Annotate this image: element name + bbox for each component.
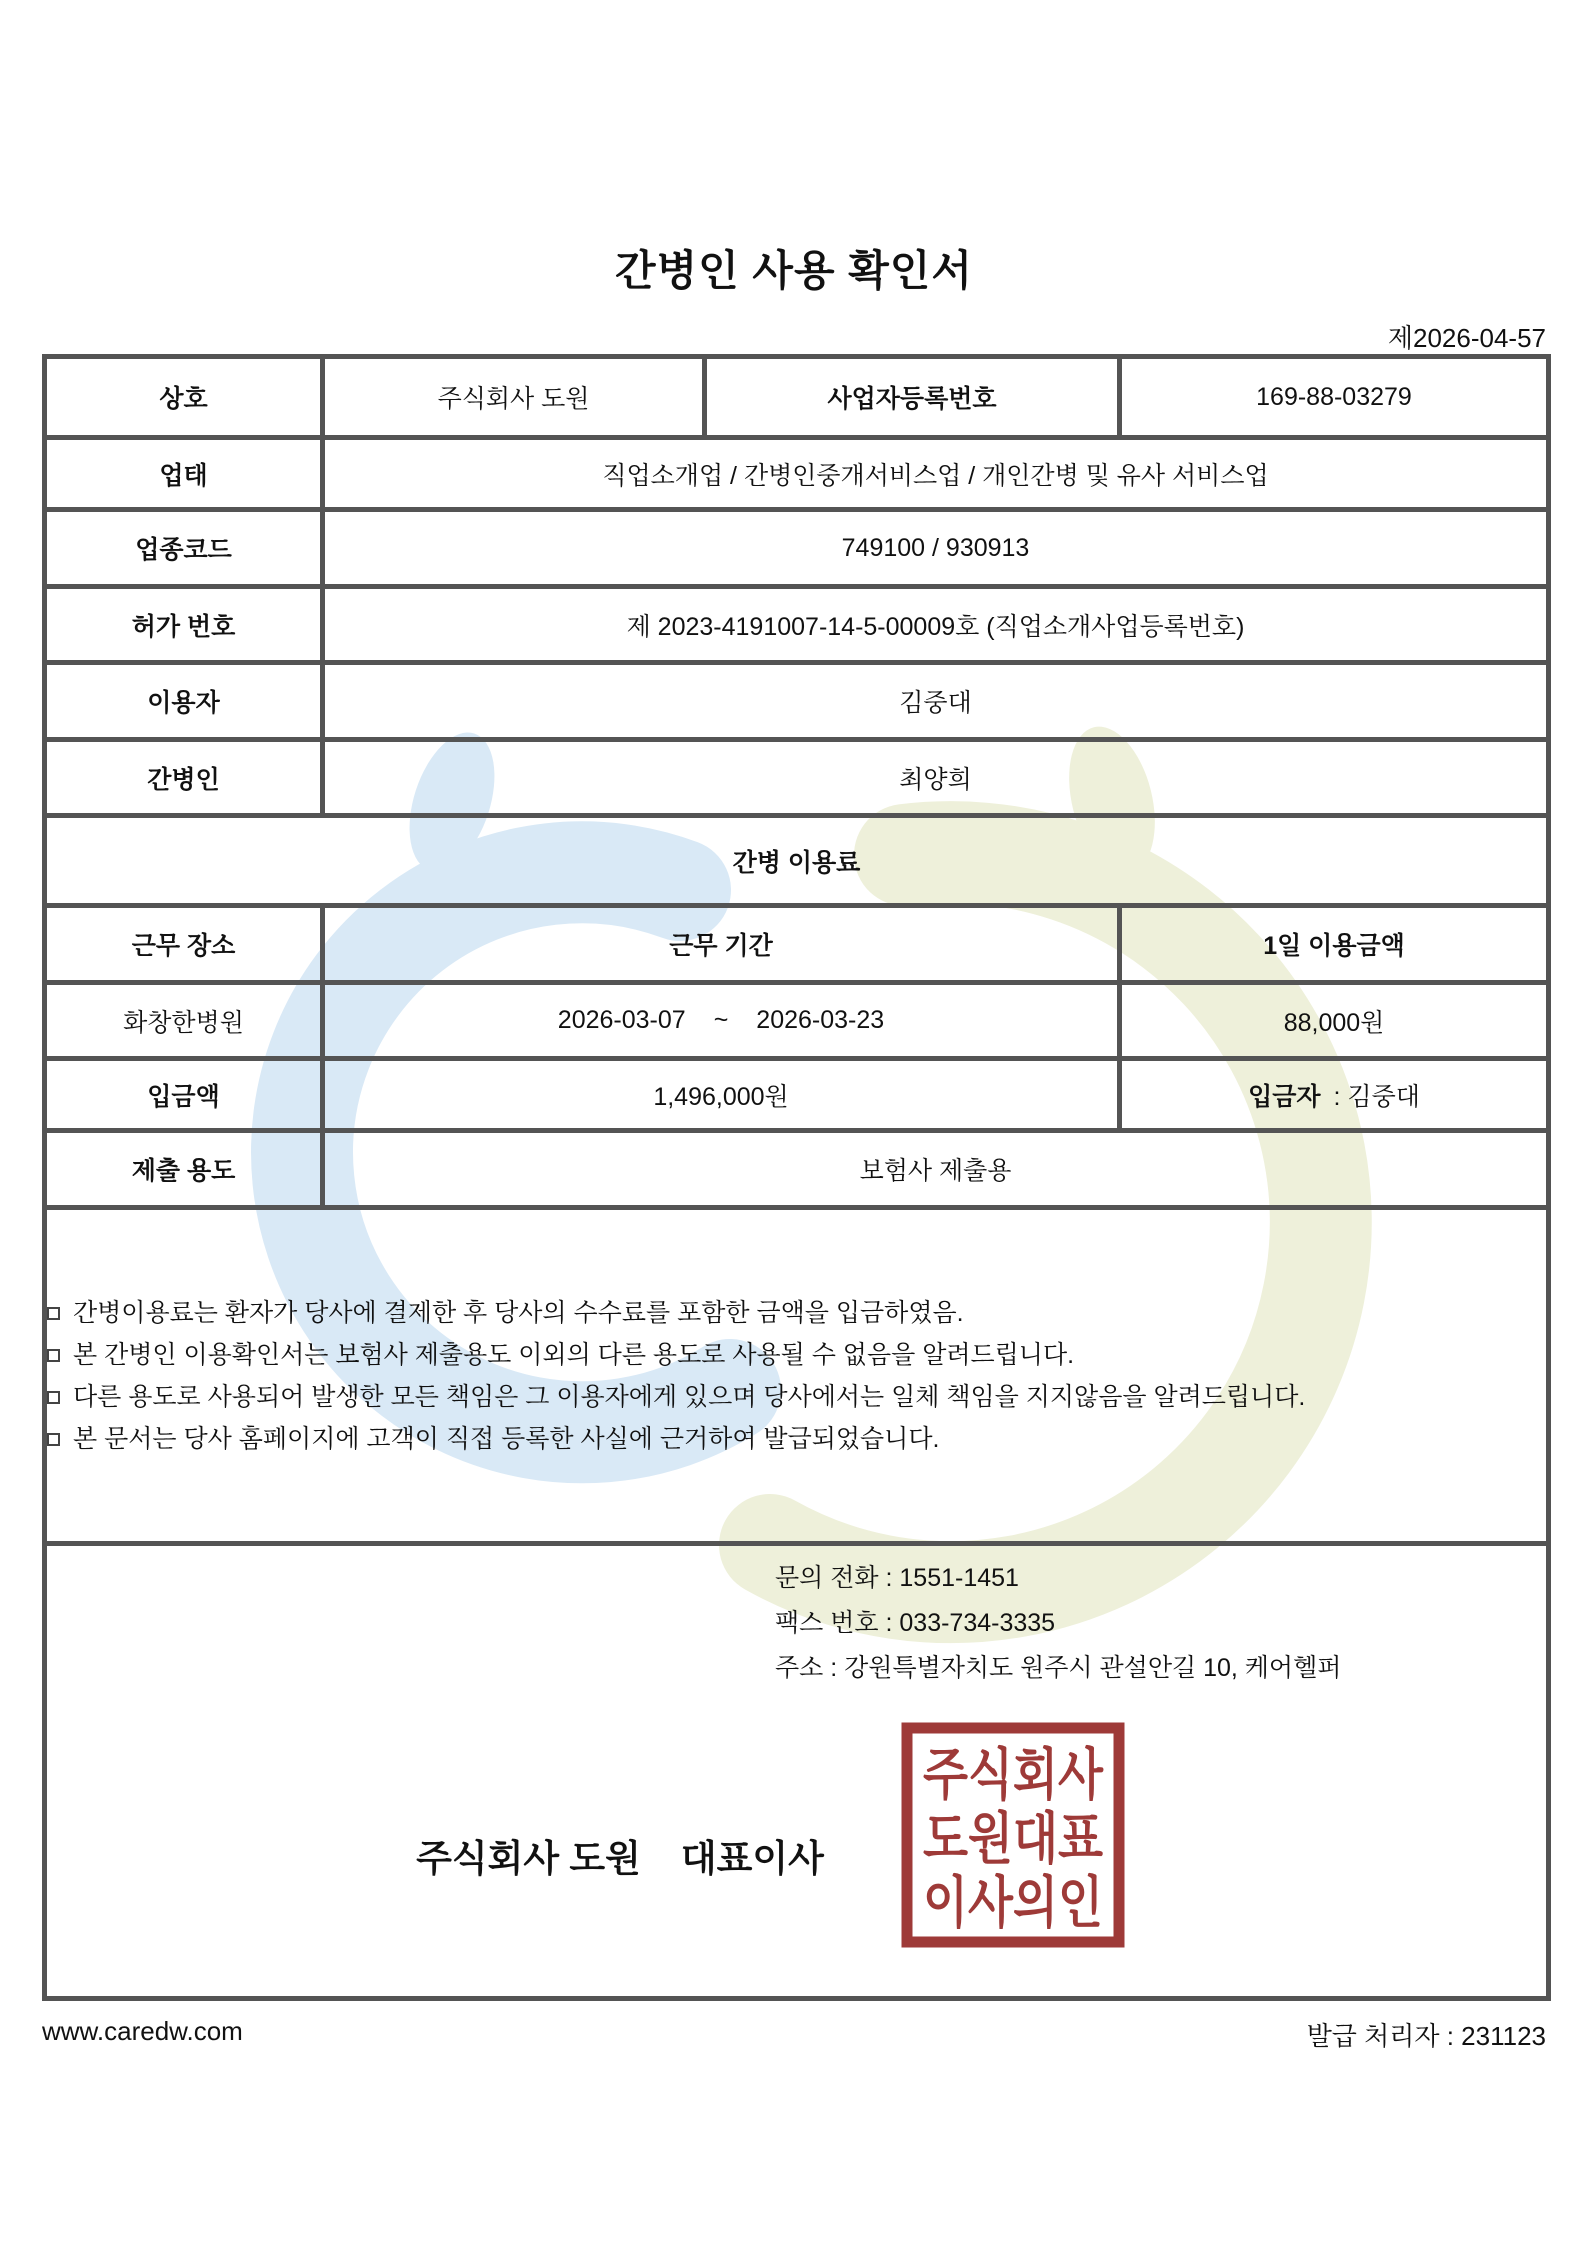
user-value: 김중대 bbox=[323, 663, 1549, 740]
table-row bbox=[45, 1131, 1549, 1208]
contact-phone: 문의 전화 : 1551-1451 bbox=[775, 1564, 1019, 1592]
daily-fee-header: 1일 이용금액 bbox=[1120, 906, 1549, 983]
purpose-label: 제출 용도 bbox=[45, 1131, 323, 1208]
purpose-value: 보험사 제출용 bbox=[323, 1131, 1549, 1208]
note-item bbox=[47, 1334, 1546, 1376]
signature-company: 주식회사 도원 bbox=[416, 1838, 641, 1879]
note-text: 간병이용료는 환자가 당사에 결제한 후 당사의 수수료를 포함한 금액을 입금하였음. bbox=[73, 1298, 964, 1327]
period-tilde: ~ bbox=[713, 1006, 729, 1034]
table-row bbox=[45, 1208, 1549, 1544]
note-text: 다른 용도로 사용되어 발생한 모든 책임은 그 이용자에게 있으며 당사에서는 일체 책임을 지지않음을 알려드립니다. bbox=[73, 1382, 1306, 1411]
note-text: 본 간병인 이용확인서는 보험사 제출용도 이외의 다른 용도로 사용될 수 없음을 알려드립니다. bbox=[73, 1340, 1075, 1369]
square-bullet-icon bbox=[47, 1391, 60, 1404]
user-label: 이용자 bbox=[45, 663, 323, 740]
period-start-date: 2026-03-07 bbox=[557, 1006, 686, 1034]
daily-fee-value: 88,000원 bbox=[1120, 983, 1549, 1059]
document-number: 제2026-04-57 bbox=[1387, 323, 1546, 353]
corporate-seal-stamp bbox=[901, 1722, 1125, 1948]
business-type-value: 직업소개업 / 간병인중개서비스업 / 개인간병 및 유사 서비스업 bbox=[323, 438, 1549, 510]
note-text: 본 문서는 당사 홈페이지에 고객이 직접 등록한 사실에 근거하여 발급되었습니다. bbox=[73, 1424, 940, 1453]
seal-text-row: 주식회사 bbox=[923, 1743, 1104, 1806]
contact-fax: 팩스 번호 : 033-734-3335 bbox=[775, 1609, 1056, 1637]
note-item bbox=[47, 1292, 1546, 1334]
table-row bbox=[45, 663, 1549, 740]
note-item bbox=[47, 1376, 1546, 1418]
caregiver-value: 최양희 bbox=[323, 740, 1549, 816]
work-place-value: 화창한병원 bbox=[45, 983, 323, 1059]
square-bullet-icon bbox=[47, 1307, 60, 1320]
work-period-header: 근무 기간 bbox=[323, 906, 1120, 983]
table-row bbox=[45, 740, 1549, 816]
table-row bbox=[45, 983, 1549, 1059]
company-name-value: 주식회사 도원 bbox=[323, 357, 705, 438]
business-type-label: 업태 bbox=[45, 438, 323, 510]
issue-processor: 발급 처리자 : 231123 bbox=[1306, 2021, 1546, 2051]
industry-code-label: 업종코드 bbox=[45, 510, 323, 587]
notes-cell bbox=[45, 1208, 1549, 1544]
table-row bbox=[45, 816, 1549, 906]
permit-no-value: 제 2023-4191007-14-5-00009호 (직업소개사업등록번호) bbox=[323, 587, 1549, 663]
table-row bbox=[45, 906, 1549, 983]
business-reg-no-value: 169-88-03279 bbox=[1120, 357, 1549, 438]
signature-role: 대표이사 bbox=[680, 1838, 824, 1879]
period-end-date: 2026-03-23 bbox=[756, 1006, 885, 1034]
depositor-value: : 김중대 bbox=[1333, 1082, 1420, 1111]
company-name-label: 상호 bbox=[45, 357, 323, 438]
signature-line bbox=[290, 1828, 950, 1882]
work-place-header: 근무 장소 bbox=[45, 906, 323, 983]
depositor-label: 입금자 bbox=[1248, 1082, 1321, 1111]
deposit-label: 입금액 bbox=[45, 1059, 323, 1131]
table-row bbox=[45, 587, 1549, 663]
seal-text-row: 도원대표 bbox=[923, 1807, 1103, 1870]
business-reg-no-label: 사업자등록번호 bbox=[705, 357, 1120, 438]
deposit-amount: 1,496,000원 bbox=[323, 1059, 1120, 1131]
confirmation-table bbox=[42, 354, 1551, 2001]
fee-section-title: 간병 이용료 bbox=[45, 816, 1549, 906]
square-bullet-icon bbox=[47, 1433, 60, 1446]
page-title: 간병인 사용 확인서 bbox=[615, 247, 973, 294]
website-url: www.caredw.com bbox=[42, 2016, 243, 2046]
seal-text-row: 이사의인 bbox=[923, 1871, 1103, 1934]
contact-address: 주소 : 강원특별자치도 원주시 관설안길 10, 케어헬퍼 bbox=[775, 1654, 1342, 1682]
square-bullet-icon bbox=[47, 1349, 60, 1362]
note-item bbox=[47, 1418, 1546, 1460]
work-period-value bbox=[323, 983, 1120, 1059]
depositor-cell bbox=[1120, 1059, 1549, 1131]
table-row bbox=[45, 1059, 1549, 1131]
table-row bbox=[45, 510, 1549, 587]
table-row bbox=[45, 438, 1549, 510]
caregiver-label: 간병인 bbox=[45, 740, 323, 816]
industry-code-value: 749100 / 930913 bbox=[323, 510, 1549, 587]
contact-info bbox=[775, 1556, 1341, 1691]
table-row bbox=[45, 357, 1549, 438]
permit-no-label: 허가 번호 bbox=[45, 587, 323, 663]
